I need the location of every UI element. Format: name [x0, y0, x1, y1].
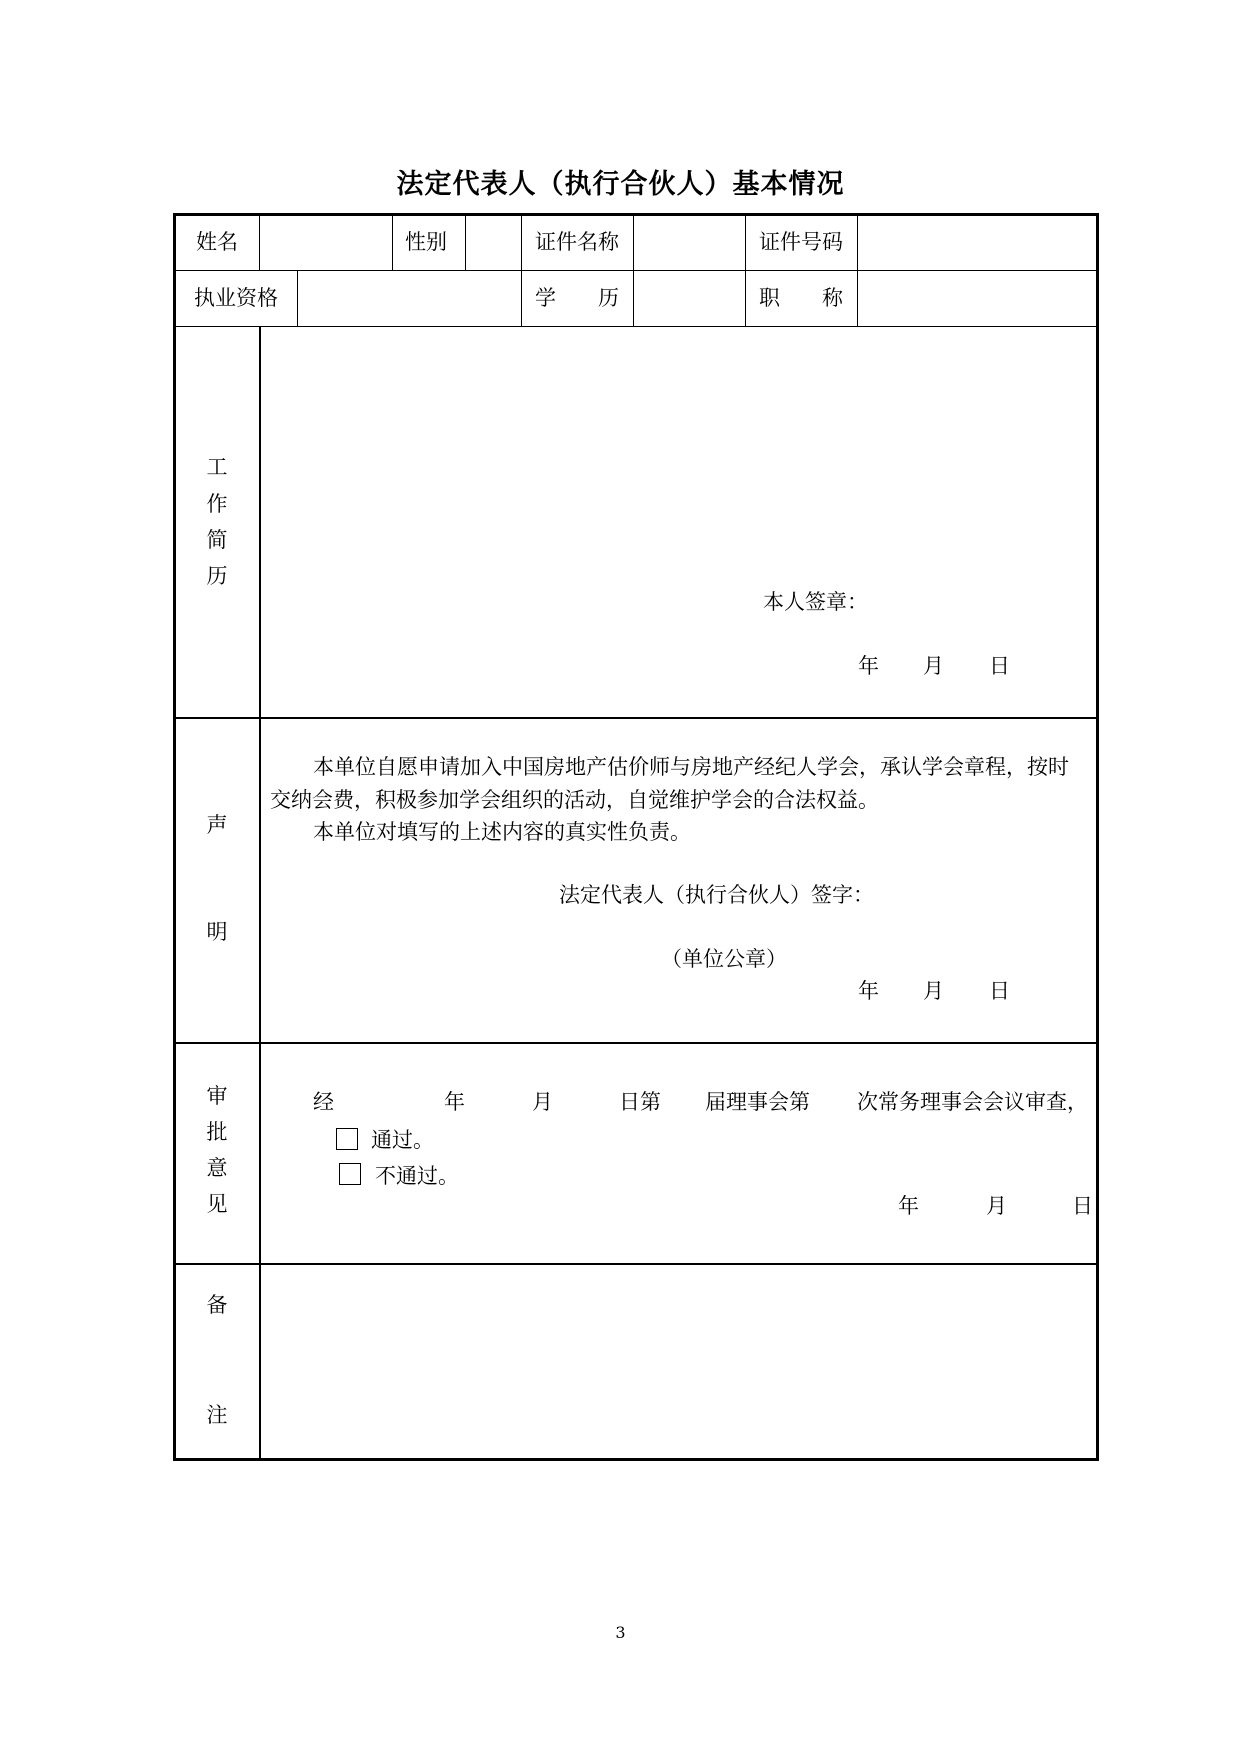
remarks-label-char: 备: [206, 1293, 228, 1317]
approval-text-part: 届理事会第: [705, 1090, 810, 1114]
col-divider: [857, 215, 858, 326]
approve-option-label: 通过。: [371, 1128, 434, 1152]
professional-title-label: 职 称: [759, 286, 843, 310]
declaration-label-char: 声: [206, 813, 228, 837]
approval-text-part: 月: [532, 1090, 553, 1114]
col-divider: [392, 215, 393, 270]
date-day: 日: [989, 654, 1010, 678]
personal-signature-label: 本人签章：: [763, 590, 868, 614]
col-divider: [259, 215, 260, 270]
page-title: 法定代表人（执行合伙人）基本情况: [396, 169, 845, 200]
page-number: 3: [615, 1623, 626, 1642]
approval-text-part: 次常务理事会会议审查，: [857, 1090, 1088, 1114]
remarks-label-char: 注: [206, 1403, 228, 1427]
work-history-label-char: 工: [206, 455, 228, 479]
approval-label-char: 见: [206, 1192, 228, 1216]
reject-checkbox[interactable]: [339, 1163, 361, 1185]
work-history-label-char: 作: [206, 492, 228, 516]
id-number-label: 证件号码: [759, 230, 843, 254]
date-day: 日: [989, 979, 1010, 1003]
col-divider: [297, 271, 298, 326]
col-divider: [745, 215, 746, 326]
row-divider: [175, 1042, 1097, 1044]
col-divider: [521, 215, 522, 326]
date-year: 年: [898, 1194, 919, 1218]
declaration-text: 交纳会费，积极参加学会组织的活动，自觉维护学会的合法权益。: [270, 788, 879, 812]
approval-text-part: 日第: [619, 1090, 661, 1114]
approval-label-char: 意: [206, 1156, 228, 1180]
label-column-divider: [259, 326, 261, 1459]
approve-checkbox[interactable]: [336, 1128, 358, 1150]
row-divider: [175, 270, 1097, 271]
name-label: 姓名: [196, 230, 238, 254]
date-month: 月: [923, 979, 944, 1003]
date-year: 年: [858, 979, 879, 1003]
row-divider: [175, 1263, 1097, 1265]
date-month: 月: [986, 1194, 1007, 1218]
work-history-label-char: 历: [206, 564, 228, 588]
approval-text-part: 经: [313, 1090, 334, 1114]
col-divider: [633, 215, 634, 326]
row-divider: [175, 326, 1097, 327]
col-divider: [465, 215, 466, 270]
reject-option-label: 不通过。: [375, 1164, 459, 1188]
declaration-text: 本单位对填写的上述内容的真实性负责。: [313, 820, 691, 844]
legal-representative-signature-label: 法定代表人（执行合伙人）签字：: [559, 883, 874, 907]
education-label: 学 历: [535, 286, 619, 310]
date-year: 年: [858, 654, 879, 678]
row-divider: [175, 717, 1097, 719]
approval-label-char: 批: [206, 1120, 228, 1144]
id-type-label: 证件名称: [535, 230, 619, 254]
work-history-label-char: 简: [206, 528, 228, 552]
declaration-text: 本单位自愿申请加入中国房地产估价师与房地产经纪人学会，承认学会章程，按时: [313, 755, 1069, 779]
declaration-label-char: 明: [206, 920, 228, 944]
date-day: 日: [1072, 1194, 1093, 1218]
unit-seal-label: （单位公章）: [661, 947, 787, 971]
approval-text-part: 年: [444, 1090, 465, 1114]
qualification-label: 执业资格: [194, 286, 278, 310]
gender-label: 性别: [405, 230, 447, 254]
date-month: 月: [923, 654, 944, 678]
approval-label-char: 审: [206, 1084, 228, 1108]
